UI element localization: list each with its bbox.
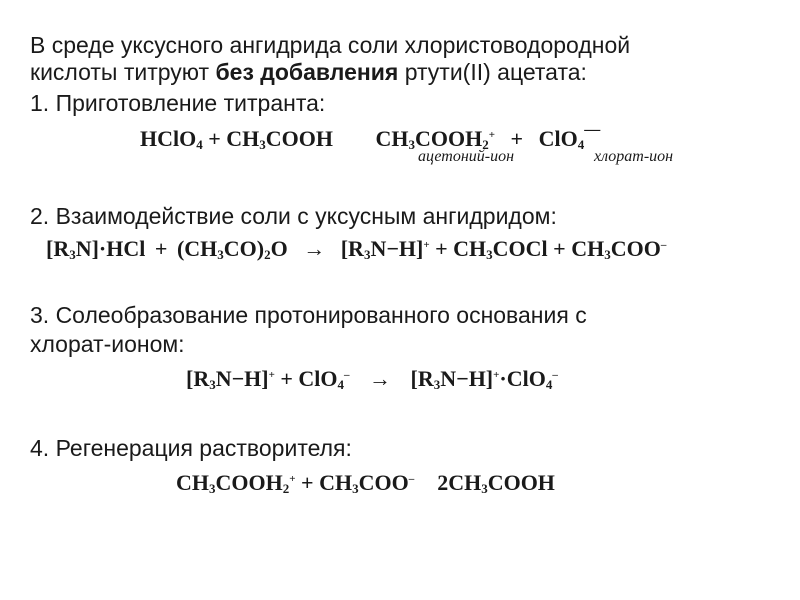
intro-line-2 — [30, 59, 587, 86]
step-4-heading: 4. Регенерация растворителя: — [30, 435, 352, 461]
equation-2: $[R_3N]\cdot HCl + (CH_3CO)_2O \to [R_3N-H]^+$ + $CH_3COCl + CH_3COO^-$ — [46, 236, 667, 262]
equation-3: $[R_3N-H]^+ + ClO_4^- \to [R_3N-H]^+\cdot ClO_4^-$ — [186, 366, 558, 392]
reaction-arrow-icon: → — [303, 236, 326, 261]
step-3-heading-line-2: хлорат-ионом: — [30, 331, 185, 357]
equation-4: $CH_3COOH_2^+ + CH_3COO^-$ $2CH_3COOH$ — [176, 470, 555, 496]
intro-line-2-suffix: ртути(II) ацетата: — [398, 59, 587, 85]
chlorate-label: хлорат-ион — [594, 148, 674, 165]
equation-1: HClO$_4$ + $CH_3COOH$ $CH_3COOH_2^+ + ClO_4^—$ — [140, 121, 601, 152]
step-3-heading-line-1: 3. Солеобразование протонированного основания с — [30, 302, 587, 328]
intro-line-2-prefix: кислоты титруют — [30, 59, 216, 85]
step-1-heading: 1. Приготовление титранта: — [30, 90, 326, 116]
intro-emphasis: без добавления — [215, 59, 399, 85]
intro-line-1: В среде уксусного ангидрида соли хлористоводородной — [30, 32, 631, 58]
step-2-heading: 2. Взаимодействие соли с уксусным ангидридом: — [30, 203, 557, 229]
reaction-arrow-icon: → — [369, 366, 392, 391]
acetonium-label: ацетоний-ион — [418, 148, 515, 165]
